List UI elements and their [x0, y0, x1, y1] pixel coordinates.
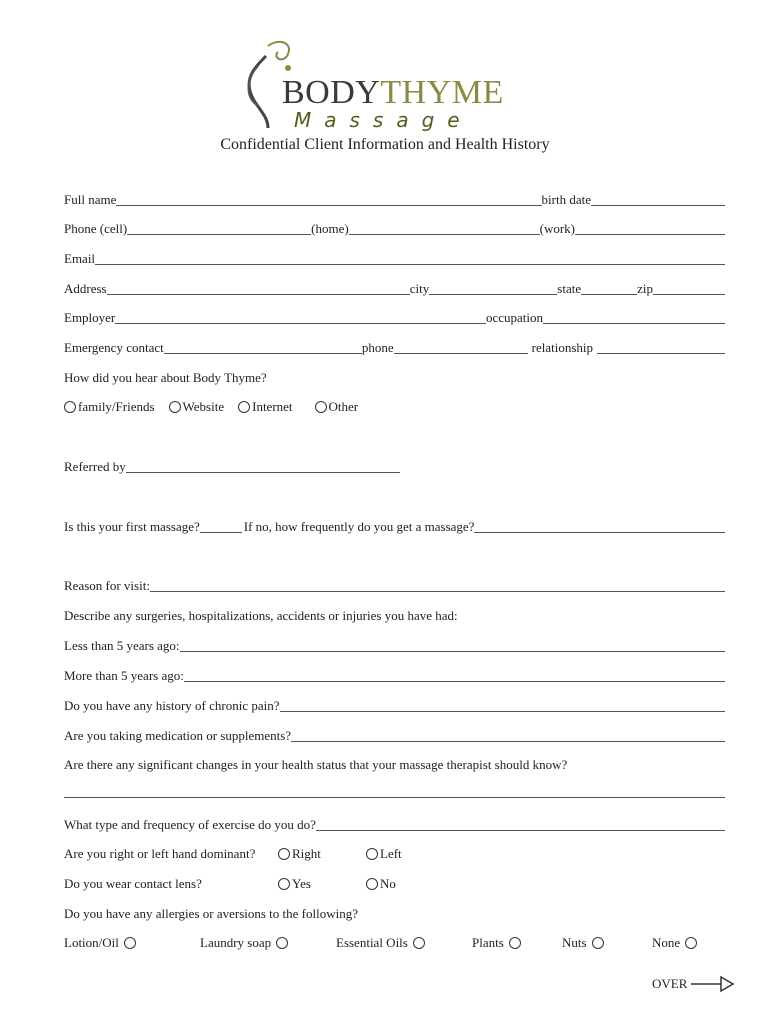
row-email — [64, 249, 725, 267]
radio-circle-icon[interactable] — [366, 878, 378, 890]
option-left[interactable] — [366, 846, 402, 862]
row-first-massage — [64, 517, 725, 535]
option-essential-oils[interactable] — [336, 935, 472, 951]
option-label: Essential Oils — [336, 935, 408, 950]
arrow-right-icon — [691, 975, 735, 993]
occupation-label: occupation — [485, 310, 543, 325]
less-5-field[interactable] — [180, 651, 725, 652]
over-indicator — [652, 975, 735, 993]
health-changes-label: Are there any significant changes in your health status that your massage therapist should know? — [64, 757, 568, 772]
chronic-pain-field[interactable] — [280, 711, 725, 712]
birth-date-field[interactable] — [591, 205, 725, 206]
full-name-label: Full name — [64, 192, 117, 207]
first-massage-field[interactable] — [200, 532, 242, 533]
radio-circle-icon[interactable] — [685, 937, 697, 949]
radio-circle-icon[interactable] — [124, 937, 136, 949]
phone-cell-label: Phone (cell) — [64, 221, 128, 236]
hand-dominant-label: Are you right or left hand dominant? — [64, 846, 256, 861]
referred-by-label: Referred by — [64, 459, 126, 474]
radio-circle-icon[interactable] — [276, 937, 288, 949]
chronic-pain-label: Do you have any history of chronic pain? — [64, 698, 280, 713]
row-exercise — [64, 815, 725, 833]
first-massage-label: Is this your first massage? — [64, 519, 200, 534]
logo-brand-text — [282, 76, 504, 110]
option-label: None — [652, 935, 681, 950]
emergency-phone-field[interactable] — [394, 353, 528, 354]
city-label: city — [409, 281, 430, 296]
option-other[interactable] — [315, 399, 359, 415]
row-describe — [64, 606, 725, 624]
medication-label: Are you taking medication or supplements? — [64, 728, 292, 743]
logo-subtitle: Massage — [294, 108, 473, 132]
health-changes-field[interactable] — [64, 797, 725, 798]
email-field[interactable] — [95, 264, 725, 265]
radio-circle-icon[interactable] — [366, 848, 378, 860]
option-laundry-soap[interactable] — [200, 935, 336, 951]
occupation-field[interactable] — [543, 323, 725, 324]
phone-work-label: (work) — [539, 221, 575, 236]
how-frequently-label: If no, how frequently do you get a massage? — [243, 519, 475, 534]
full-name-field[interactable] — [116, 205, 541, 206]
radio-circle-icon[interactable] — [169, 401, 181, 413]
option-internet[interactable] — [238, 399, 292, 415]
option-none[interactable] — [652, 935, 697, 951]
reason-field[interactable] — [150, 591, 725, 592]
row-hand-dominant — [64, 844, 725, 862]
over-label: OVER — [652, 976, 688, 991]
contact-lens-label: Do you wear contact lens? — [64, 876, 202, 891]
allergy-options — [64, 933, 725, 951]
describe-label: Describe any surgeries, hospitalizations, accidents or injuries you have had: — [64, 608, 458, 623]
radio-circle-icon[interactable] — [238, 401, 250, 413]
option-label: No — [380, 876, 396, 891]
row-medication — [64, 726, 725, 744]
logo-brand-part2: THYME — [380, 74, 504, 111]
radio-circle-icon[interactable] — [278, 878, 290, 890]
row-contact-lens — [64, 874, 725, 892]
option-label: Yes — [292, 876, 311, 891]
option-nuts[interactable] — [562, 935, 652, 951]
radio-circle-icon[interactable] — [413, 937, 425, 949]
more-5-field[interactable] — [184, 681, 725, 682]
emergency-contact-field[interactable] — [164, 353, 362, 354]
option-label: Right — [292, 846, 321, 861]
row-chronic-pain — [64, 696, 725, 714]
option-family-friends[interactable] — [64, 399, 155, 415]
state-label: state — [557, 281, 582, 296]
option-label: Internet — [252, 399, 293, 414]
emergency-contact-label: Emergency contact — [64, 340, 164, 355]
exercise-label: What type and frequency of exercise do you do? — [64, 817, 316, 832]
radio-circle-icon[interactable] — [315, 401, 327, 413]
city-field[interactable] — [429, 294, 557, 295]
allergies-label: Do you have any allergies or aversions to the following? — [64, 906, 358, 921]
logo-brand-part1: BODY — [282, 74, 381, 111]
employer-label: Employer — [64, 310, 116, 325]
zip-label: zip — [637, 281, 653, 296]
phone-home-label: (home) — [311, 221, 349, 236]
row-address — [64, 279, 725, 297]
option-label: Other — [328, 399, 359, 414]
email-label: Email — [64, 251, 96, 266]
birth-date-label: birth date — [541, 192, 591, 207]
option-label: Nuts — [562, 935, 587, 950]
option-label: Lotion/Oil — [64, 935, 119, 950]
option-website[interactable] — [169, 399, 225, 415]
medication-field[interactable] — [291, 741, 725, 742]
more-5-label: More than 5 years ago: — [64, 668, 184, 683]
row-employer — [64, 308, 725, 326]
hear-about-options — [64, 397, 725, 415]
row-health-changes — [64, 755, 725, 773]
row-referred-by — [64, 457, 400, 475]
option-label: Plants — [472, 935, 504, 950]
state-field[interactable] — [581, 294, 637, 295]
option-label: Left — [380, 846, 402, 861]
row-allergies — [64, 904, 725, 922]
row-hear-about — [64, 368, 725, 386]
row-more-5 — [64, 666, 725, 684]
relationship-field[interactable] — [597, 353, 725, 354]
how-frequently-field[interactable] — [474, 532, 725, 533]
body-thyme-logo — [238, 36, 518, 132]
phone-home-field[interactable] — [349, 234, 540, 235]
page-title: Confidential Client Information and Health History — [220, 136, 550, 153]
radio-circle-icon[interactable] — [64, 401, 76, 413]
row-reason — [64, 576, 725, 594]
phone-work-field[interactable] — [575, 234, 725, 235]
row-emergency — [64, 338, 725, 356]
option-label: Website — [182, 399, 225, 414]
radio-circle-icon[interactable] — [592, 937, 604, 949]
row-phone — [64, 219, 725, 237]
radio-circle-icon[interactable] — [509, 937, 521, 949]
option-lotion-oil[interactable] — [64, 935, 200, 951]
option-yes[interactable] — [278, 876, 366, 892]
row-full-name — [64, 190, 725, 208]
option-right[interactable] — [278, 846, 366, 862]
row-less-5 — [64, 636, 725, 654]
referred-by-field[interactable] — [126, 472, 400, 473]
radio-circle-icon[interactable] — [278, 848, 290, 860]
address-field[interactable] — [107, 294, 410, 295]
exercise-field[interactable] — [316, 830, 725, 831]
option-no[interactable] — [366, 876, 396, 892]
hear-about-label: How did you hear about Body Thyme? — [64, 370, 267, 385]
emergency-phone-label: phone — [361, 340, 394, 355]
option-label: family/Friends — [78, 399, 155, 414]
relationship-label: relationship — [531, 340, 593, 355]
option-label: Laundry soap — [200, 935, 272, 950]
address-label: Address — [64, 281, 107, 296]
zip-field[interactable] — [653, 294, 725, 295]
phone-cell-field[interactable] — [127, 234, 311, 235]
less-5-label: Less than 5 years ago: — [64, 638, 180, 653]
employer-field[interactable] — [115, 323, 486, 324]
reason-label: Reason for visit: — [64, 578, 150, 593]
option-plants[interactable] — [472, 935, 562, 951]
